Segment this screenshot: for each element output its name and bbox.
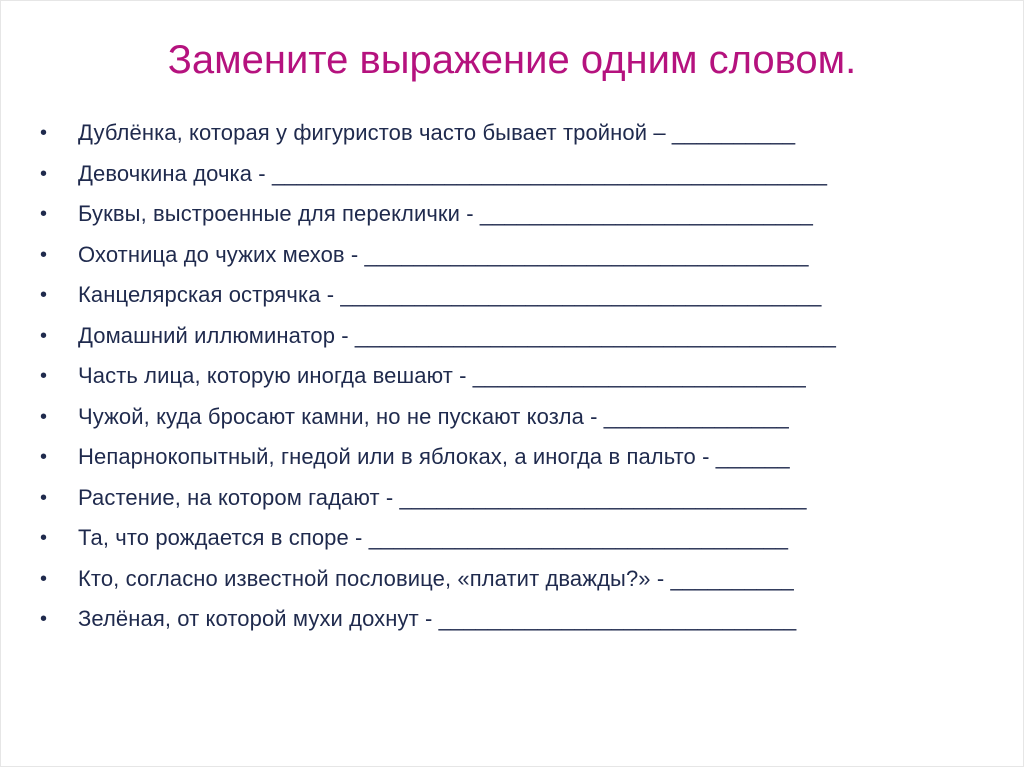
list-item [40,356,940,397]
list-item [40,316,940,357]
bullet-icon: • [40,122,48,144]
list-item [40,275,940,316]
list-item-text: Часть лица, которую иногда вешают - ___________________________ [78,363,806,388]
list-item-text: Дублёнка, которая у фигуристов часто бывает тройной – __________ [78,120,796,145]
list-item [40,478,940,519]
list-item-text: Кто, согласно известной пословице, «платит дважды?» - __________ [78,565,794,591]
bullet-icon: • [40,405,48,428]
list-item-text: Охотница до чужих мехов - ____________________________________ [78,241,809,267]
bullet-icon: • [40,203,48,225]
list-item [40,599,940,640]
list-item-text: Канцелярская острячка - _______________________________________ [78,282,822,307]
list-item [40,437,940,478]
list-item [40,235,940,276]
list-item [40,113,940,154]
list-item [40,518,940,559]
bullet-icon: • [40,608,48,630]
list-item-text: Непарнокопытный, гнедой или в яблоках, а иногда в пальто - ______ [78,444,790,469]
bullet-icon: • [40,324,48,347]
list-item-text: Девочкина дочка - _____________________________________________ [78,160,828,186]
list-item-text: Чужой, куда бросают камни, но не пускают козла - _______________ [78,403,789,429]
list-item-text: Домашний иллюминатор - _______________________________________ [78,322,836,348]
list-item-text: Та, что рождается в споре - __________________________________ [78,525,789,550]
bullet-icon: • [40,567,48,590]
bullet-icon: • [40,284,48,306]
list-item-text: Зелёная, от которой мухи дохнут - _____________________________ [78,606,797,631]
bullet-icon: • [40,446,48,468]
list-item [40,397,940,438]
bullet-icon: • [40,162,48,185]
bullet-icon: • [40,527,48,549]
bullet-icon: • [40,243,48,266]
list-item [40,194,940,235]
riddle-list [40,113,940,640]
list-item [40,559,940,600]
bullet-icon: • [40,365,48,387]
bullet-icon: • [40,486,48,509]
list-item-text: Буквы, выстроенные для переклички - ___________________________ [78,201,813,226]
list-item-text: Растение, на котором гадают - _________________________________ [78,484,807,510]
slide-title: Замените выражение одним словом. [167,38,857,82]
list-item [40,154,940,195]
